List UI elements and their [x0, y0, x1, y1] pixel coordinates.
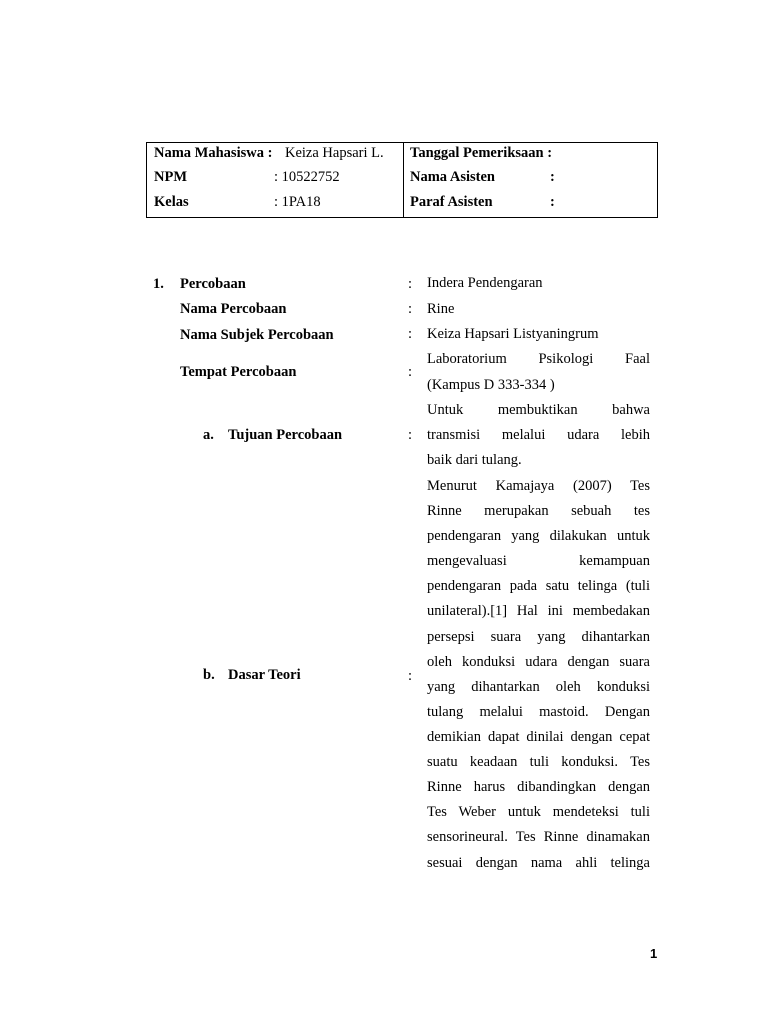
nama-percobaan-value: Rine: [427, 301, 455, 317]
tempat-colon: :: [408, 364, 413, 380]
dasar-line: oleh konduksi udara dengan suara: [427, 654, 650, 670]
percobaan-label: Percobaan: [180, 276, 246, 292]
dasar-line: Tes Weber untuk mendeteksi tuli: [427, 804, 650, 820]
dasar-line: persepsi suara yang dihantarkan: [427, 629, 650, 645]
dasar-line: yang dihantarkan oleh konduksi: [427, 679, 650, 695]
tujuan-colon: :: [408, 427, 413, 443]
tempat-line: Laboratorium Psikologi Faal: [427, 351, 650, 367]
dasar-line: sesuai dengan nama ahli telinga: [427, 855, 650, 871]
section-number: 1.: [153, 276, 164, 292]
dasar-letter: b.: [203, 667, 215, 683]
tujuan-line: Untuk membuktikan bahwa: [427, 402, 650, 418]
dasar-label: Dasar Teori: [228, 667, 301, 683]
dasar-line: pendengaran yang dilakukan untuk: [427, 528, 650, 544]
paraf-asisten-colon: :: [550, 194, 555, 210]
nama-mahasiswa-value: Keiza Hapsari L.: [285, 145, 384, 161]
nama-percobaan-colon: :: [408, 301, 413, 317]
npm-label: NPM: [154, 169, 188, 185]
dasar-line: demikian dapat dinilai dengan cepat: [427, 729, 650, 745]
tanggal-pemeriksaan-label: Tanggal Pemeriksaan :: [410, 145, 553, 161]
nama-asisten-label: Nama Asisten: [410, 169, 495, 185]
subjek-colon: :: [408, 326, 413, 342]
dasar-line: Rinne harus dibandingkan dengan: [427, 779, 650, 795]
percobaan-colon: :: [408, 276, 413, 292]
dasar-line: unilateral).[1] Hal ini membedakan: [427, 603, 650, 619]
page-number: 1: [650, 946, 658, 961]
dasar-line: suatu keadaan tuli konduksi. Tes: [427, 754, 650, 770]
subjek-value: Keiza Hapsari Listyaningrum: [427, 326, 599, 342]
tujuan-line: transmisi melalui udara lebih: [427, 427, 650, 443]
paraf-asisten-label: Paraf Asisten: [410, 194, 493, 210]
tujuan-letter: a.: [203, 427, 214, 443]
dasar-line: mengevaluasi kemampuan: [427, 553, 650, 569]
tempat-line: (Kampus D 333-334 ): [427, 377, 555, 393]
nama-mahasiswa-label: Nama Mahasiswa :: [154, 145, 273, 161]
dasar-line: tulang melalui mastoid. Dengan: [427, 704, 650, 720]
nama-asisten-colon: :: [550, 169, 555, 185]
npm-value: : 10522752: [274, 169, 340, 185]
kelas-label: Kelas: [154, 194, 189, 210]
percobaan-value: Indera Pendengaran: [427, 275, 543, 291]
dasar-line: Rinne merupakan sebuah tes: [427, 503, 650, 519]
nama-percobaan-label: Nama Percobaan: [180, 301, 287, 317]
dasar-line: pendengaran pada satu telinga (tuli: [427, 578, 650, 594]
kelas-value: : 1PA18: [274, 194, 321, 210]
dasar-line: Menurut Kamajaya (2007) Tes: [427, 478, 650, 494]
tempat-label: Tempat Percobaan: [180, 364, 297, 380]
subjek-label: Nama Subjek Percobaan: [180, 327, 334, 343]
dasar-colon: :: [408, 668, 413, 684]
table-divider: [403, 143, 404, 217]
dasar-line: sensorineural. Tes Rinne dinamakan: [427, 829, 650, 845]
identity-table: [146, 142, 658, 218]
tujuan-line: baik dari tulang.: [427, 452, 522, 468]
tujuan-label: Tujuan Percobaan: [228, 427, 343, 443]
